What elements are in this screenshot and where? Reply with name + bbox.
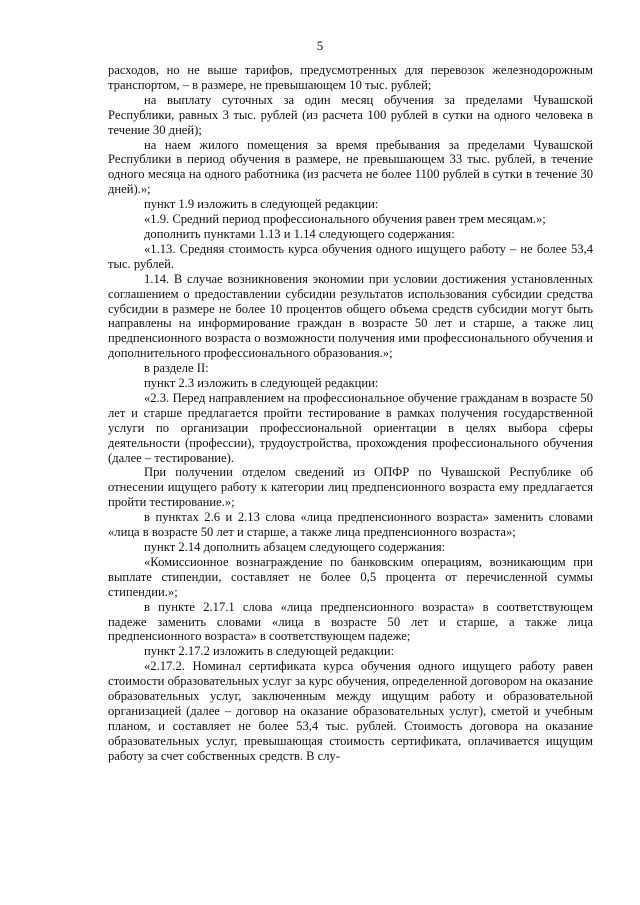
paragraph-14: пункт 2.14 дополнить абзацем следующего содержания:: [144, 540, 446, 554]
paragraph-7: «1.13. Средняя стоимость курса обучения одного ищущего работу – не более 53,4 тыс. рублей.: [108, 241, 593, 271]
paragraph-16: в пункте 2.17.1 слова «лица предпенсионного возраста» в соответствующем падеже заменить словами «лица в возрасте 50 лет и старше, а также лица предпенсионного возраста» в соответствующем падеже;: [108, 599, 593, 644]
paragraph-12: При получении отделом сведений из ОПФР по Чувашской Республике об отнесении ищущего работу к категории лиц предпенсионного возраста ему предлагается пройти тестирование.»;: [108, 465, 593, 510]
paragraph-11: «2.3. Перед направлением на профессиональное обучение гражданам в возрасте 50 лет и старше предлагается пройти тестирование в рамках получения государственной услуги по организации профессиональной ориентации в целях выбора сферы деятельности (профессии), трудоустройства, прохождения профессионального обучения (далее – тестирование).: [108, 390, 593, 465]
paragraph-15: «Комиссионное вознаграждение по банковским операциям, возникающим при выплате стипендии, составляет не более 0,5 процента от перечисленной суммы стипендии.»;: [108, 554, 593, 599]
paragraph-6: дополнить пунктами 1.13 и 1.14 следующего содержания:: [144, 226, 455, 241]
paragraph-9: в разделе II:: [144, 361, 209, 376]
document-body: [108, 63, 593, 764]
paragraph-3: на наем жилого помещения за время пребывания за пределами Чувашской Республики в период обучения в размере, не превышающем 33 тыс. рублей, в течение одного месяца на одного работника (из расчета не более 1100 рублей в сутки в течение 30 дней).»;: [108, 137, 593, 197]
paragraph-2: на выплату суточных за один месяц обучения за пределами Чувашской Республики, равных 3 тыс. рублей (из расчета 100 рублей в сутки на одного человека в течение 30 дней);: [108, 92, 593, 137]
paragraph-10: пункт 2.3 изложить в следующей редакции:: [144, 376, 379, 391]
paragraph-13: в пунктах 2.6 и 2.13 слова «лица предпенсионного возраста» заменить словами «лица в возрасте 50 лет и старше, а также лица предпенсионного возраста»;: [108, 510, 593, 540]
paragraph-1: расходов, но не выше тарифов, предусмотренных для перевозок железнодорожным транспортом, – в размере, не превышающем 10 тыс. рублей;: [108, 63, 593, 92]
paragraph-4: пункт 1.9 изложить в следующей редакции:: [144, 197, 379, 212]
paragraph-17: пункт 2.17.2 изложить в следующей редакции:: [144, 644, 395, 659]
paragraph-5: «1.9. Средний период профессионального обучения равен трем месяцам.»;: [144, 212, 546, 227]
paragraph-8: 1.14. В случае возникновения экономии при условии достижения установленных соглашением о предоставлении субсидии результатов использования субсидии средства субсидии в размере не более 10 процентов общего объема средств субсидии могут быть направлены на информирование граждан в возрасте 50 лет и старше, а также лиц предпенсионного возраста о возможности получения ими профессионального обучения и дополнительного профессионального образования.»;: [108, 271, 593, 361]
page-number: 5: [316, 38, 324, 53]
paragraph-18: «2.17.2. Номинал сертификата курса обучения одного ищущего работу равен стоимости образовательных услуг за курс обучения, определенной договором на оказание образовательных услуг, заключенным между ищущим работу и образовательной организацией (далее – договор на оказание образовательных услуг), сметой и учебным планом, и составляет не более 53,4 тыс. рублей. Стоимость договора на оказание образовательных услуг, превышающая стоимость сертификата, оплачивается ищущим работу за счет собственных средств. В слу-: [108, 659, 593, 763]
